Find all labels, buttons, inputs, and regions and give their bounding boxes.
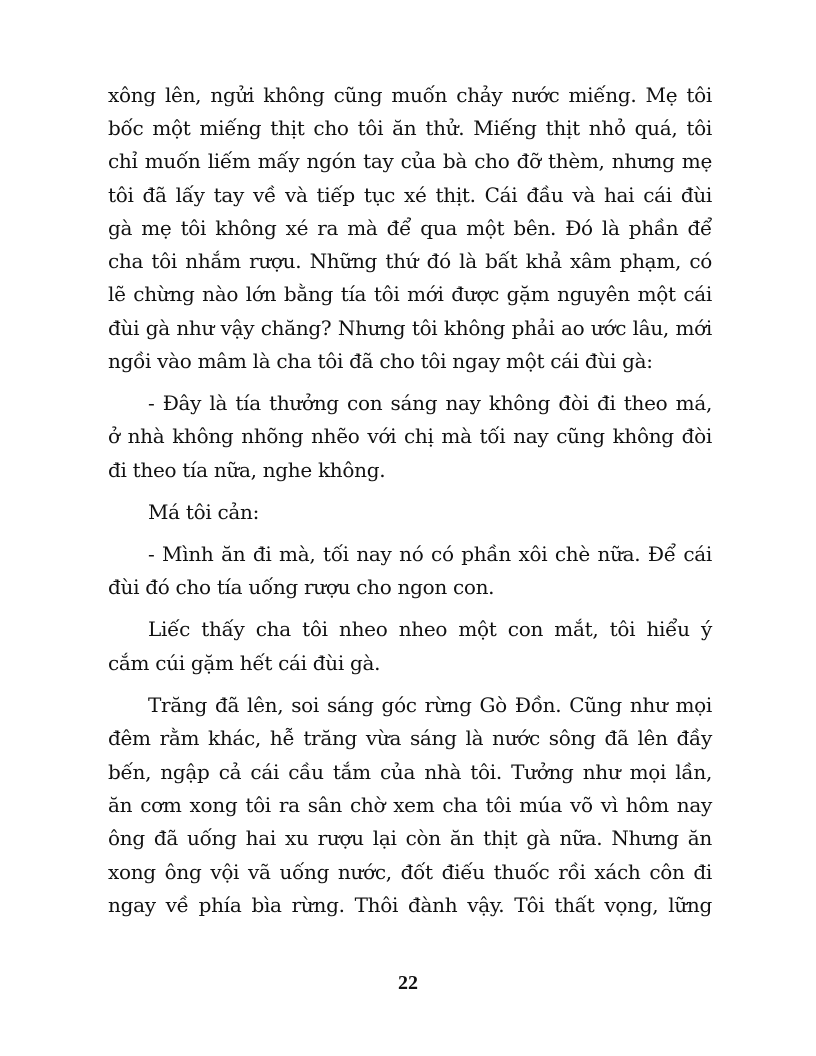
dialogue-line: - Đây là tía thưởng con sáng nay không đòi đi theo má, bbox=[148, 391, 712, 415]
text-line: xông lên, ngửi không cũng muốn chảy nước miếng. Mẹ tôi bbox=[108, 83, 712, 107]
text-line: bến, ngập cả cái cầu tắm của nhà tôi. Tưởng như mọi lần, bbox=[108, 760, 712, 784]
text-line: cắm cúi gặm hết cái đùi gà. bbox=[108, 651, 381, 675]
text-line: gà mẹ tôi không xé ra mà để qua một bên. Đó là phần để bbox=[108, 216, 712, 240]
dialogue-line: - Mình ăn đi mà, tối nay nó có phần xôi chè nữa. Để cái bbox=[148, 542, 712, 566]
text-line: đêm rằm khác, hễ trăng vừa sáng là nước sông đã lên đầy bbox=[108, 726, 712, 750]
text-line: đi theo tía nữa, nghe không. bbox=[108, 458, 386, 482]
text-line: ông đã uống hai xu rượu lại còn ăn thịt gà nữa. Nhưng ăn bbox=[108, 826, 712, 850]
text-line: đùi gà như vậy chăng? Nhưng tôi không phải ao ước lâu, mới bbox=[108, 316, 712, 340]
paragraph-line: Liếc thấy cha tôi nheo nheo một con mắt, tôi hiểu ý bbox=[148, 617, 712, 641]
text-line: lẽ chừng nào lớn bằng tía tôi mới được gặm nguyên một cái bbox=[108, 282, 712, 306]
text-line: ngồi vào mâm là cha tôi đã cho tôi ngay một cái đùi gà: bbox=[108, 349, 653, 373]
page-number: 22 bbox=[398, 972, 418, 994]
text-line: ở nhà không nhõng nhẽo với chị mà tối nay cũng không đòi bbox=[108, 424, 712, 448]
text-line: xong ông vội vã uống nước, đốt điếu thuốc rồi xách côn đi bbox=[108, 860, 712, 884]
text-line: đùi đó cho tía uống rượu cho ngon con. bbox=[108, 575, 495, 599]
paragraph-line: Trăng đã lên, soi sáng góc rừng Gò Đồn. Cũng như mọi bbox=[148, 693, 712, 717]
paragraph-line: Má tôi cản: bbox=[148, 500, 260, 524]
text-line: chỉ muốn liếm mấy ngón tay của bà cho đỡ thèm, nhưng mẹ bbox=[108, 149, 712, 173]
text-line: cha tôi nhắm rượu. Những thứ đó là bất khả xâm phạm, có bbox=[108, 249, 712, 273]
text-line: bốc một miếng thịt cho tôi ăn thử. Miếng thịt nhỏ quá, tôi bbox=[108, 116, 712, 140]
text-line: tôi đã lấy tay về và tiếp tục xé thịt. Cái đầu và hai cái đùi bbox=[108, 183, 712, 207]
text-line: ngay về phía bìa rừng. Thôi đành vậy. Tôi thất vọng, lững bbox=[108, 893, 712, 917]
text-line: ăn cơm xong tôi ra sân chờ xem cha tôi múa võ vì hôm nay bbox=[108, 793, 712, 817]
